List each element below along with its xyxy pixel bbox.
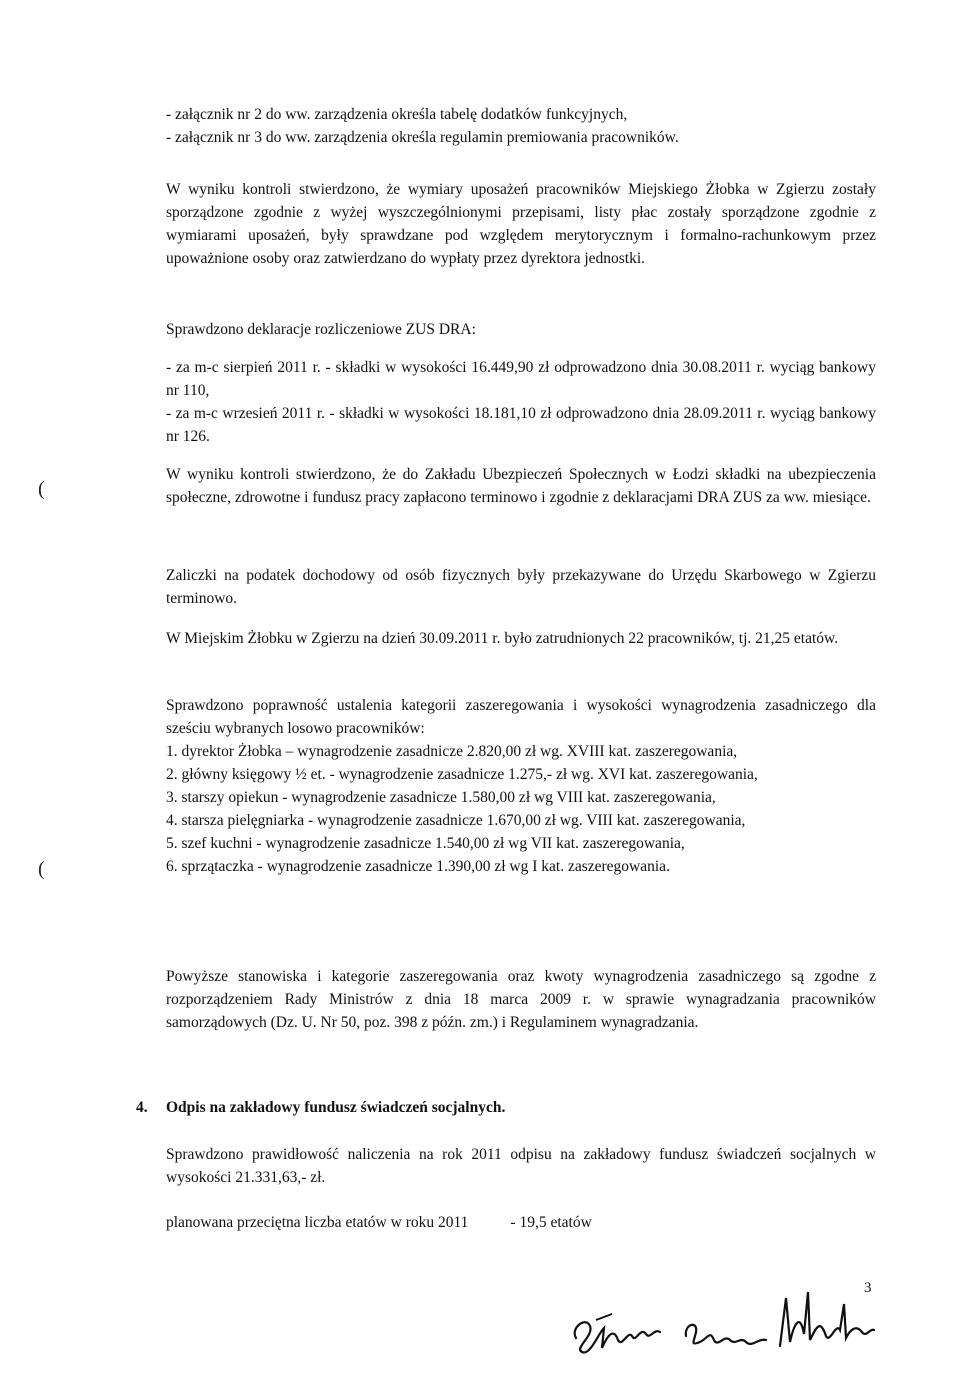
- staff-paragraph: W Miejskim Żłobku w Zgierzu na dzień 30.09.2011 r. było zatrudnionych 22 pracowników, tj. 21,25 etatów.: [166, 630, 839, 647]
- punch-hole-mark: (: [38, 478, 45, 500]
- payroll-paragraph: W wyniku kontroli stwierdzono, że wymiary uposażeń pracowników Miejskiego Żłobka w Zgierzu zostały sporządzone zgodnie z wyżej wyszczególnionymi przepisami, listy płac zostały sporządzone zgodnie z wymiarami uposażeń, były sprawdzane pod względem merytorycznym i formalno-rachunkowym przez upoważnione osoby oraz zatwierdzano do wypłaty przez dyrektora jednostki.: [166, 181, 876, 267]
- planned-staff-line: [166, 1211, 876, 1234]
- fund-paragraph: Sprawdzono prawidłowość naliczenia na rok 2011 odpisu na zakładowy fundusz świadczeń socjalnych w wysokości 21.331,63,- zł.: [166, 1146, 876, 1186]
- categories-intro: Sprawdzono poprawność ustalenia kategorii zaszeregowania i wysokości wynagrodzenia zasadniczego dla sześciu wybranych losowo pracowników:: [166, 697, 876, 737]
- conclusion-paragraph: Powyższe stanowiska i kategorie zaszeregowania oraz kwoty wynagrodzenia zasadniczego są zgodne z rozporządzeniem Rady Ministrów z dnia 18 marca 2009 r. w sprawie wynagradzania pracowników samorządowych (Dz. U. Nr 50, poz. 398 z późn. zm.) i Regulaminem wynagradzania.: [166, 968, 876, 1031]
- categories-block: [166, 694, 876, 878]
- zus-item: - za m-c sierpień 2011 r. - składki w wysokości 16.449,90 zł odprowadzono dnia 30.08.2011 r. wyciąg bankowy nr 110,: [166, 359, 876, 399]
- intro-list: [166, 103, 876, 149]
- planned-staff-value: - 19,5 etatów: [510, 1214, 592, 1231]
- intro-line: - załącznik nr 3 do ww. zarządzenia określa regulamin premiowania pracowników.: [166, 129, 679, 146]
- employee-item: 1. dyrektor Żłobka – wynagrodzenie zasadnicze 2.820,00 zł wg. XVIII kat. zaszeregowania,: [166, 743, 738, 760]
- zus-paragraph: W wyniku kontroli stwierdzono, że do Zakładu Ubezpieczeń Społecznych w Łodzi składki na ubezpieczenia społeczne, zdrowotne i fundusz pracy zapłacono terminowo i zgodnie z deklaracjami DRA ZUS za ww. miesiące.: [166, 466, 876, 506]
- signature-2: [680, 1306, 770, 1356]
- employee-item: 2. główny księgowy ½ et. - wynagrodzenie zasadnicze 1.275,- zł wg. XVI kat. zaszeregowania,: [166, 766, 758, 783]
- intro-line: - załącznik nr 2 do ww. zarządzenia określa tabelę dodatków funkcyjnych,: [166, 106, 628, 123]
- employee-item: 3. starszy opiekun - wynagrodzenie zasadnicze 1.580,00 zł wg VIII kat. zaszeregowania,: [166, 789, 716, 806]
- zus-list: [166, 356, 876, 448]
- planned-staff-label: planowana przeciętna liczba etatów w roku 2011: [166, 1214, 469, 1231]
- section-title: Odpis na zakładowy fundusz świadczeń socjalnych.: [166, 1099, 506, 1116]
- signature-3: [770, 1284, 880, 1356]
- zus-heading: Sprawdzono deklaracje rozliczeniowe ZUS DRA:: [166, 321, 476, 338]
- section-number: 4.: [136, 1099, 148, 1116]
- tax-paragraph: Zaliczki na podatek dochodowy od osób fizycznych były przekazywane do Urzędu Skarbowego w Zgierzu terminowo.: [166, 567, 876, 607]
- zus-item: - za m-c wrzesień 2011 r. - składki w wysokości 18.181,10 zł odprowadzono dnia 28.09.2011 r. wyciąg bankowy nr 126.: [166, 405, 876, 445]
- employee-item: 6. sprzątaczka - wynagrodzenie zasadnicze 1.390,00 zł wg I kat. zaszeregowania.: [166, 858, 670, 875]
- signature-1: [568, 1298, 668, 1358]
- page-number: 3: [864, 1280, 872, 1296]
- employee-item: 4. starsza pielęgniarka - wynagrodzenie zasadnicze 1.670,00 zł wg. VIII kat. zaszeregowania,: [166, 812, 746, 829]
- employee-item: 5. szef kuchni - wynagrodzenie zasadnicze 1.540,00 zł wg VII kat. zaszeregowania,: [166, 835, 685, 852]
- punch-hole-mark: (: [38, 858, 45, 880]
